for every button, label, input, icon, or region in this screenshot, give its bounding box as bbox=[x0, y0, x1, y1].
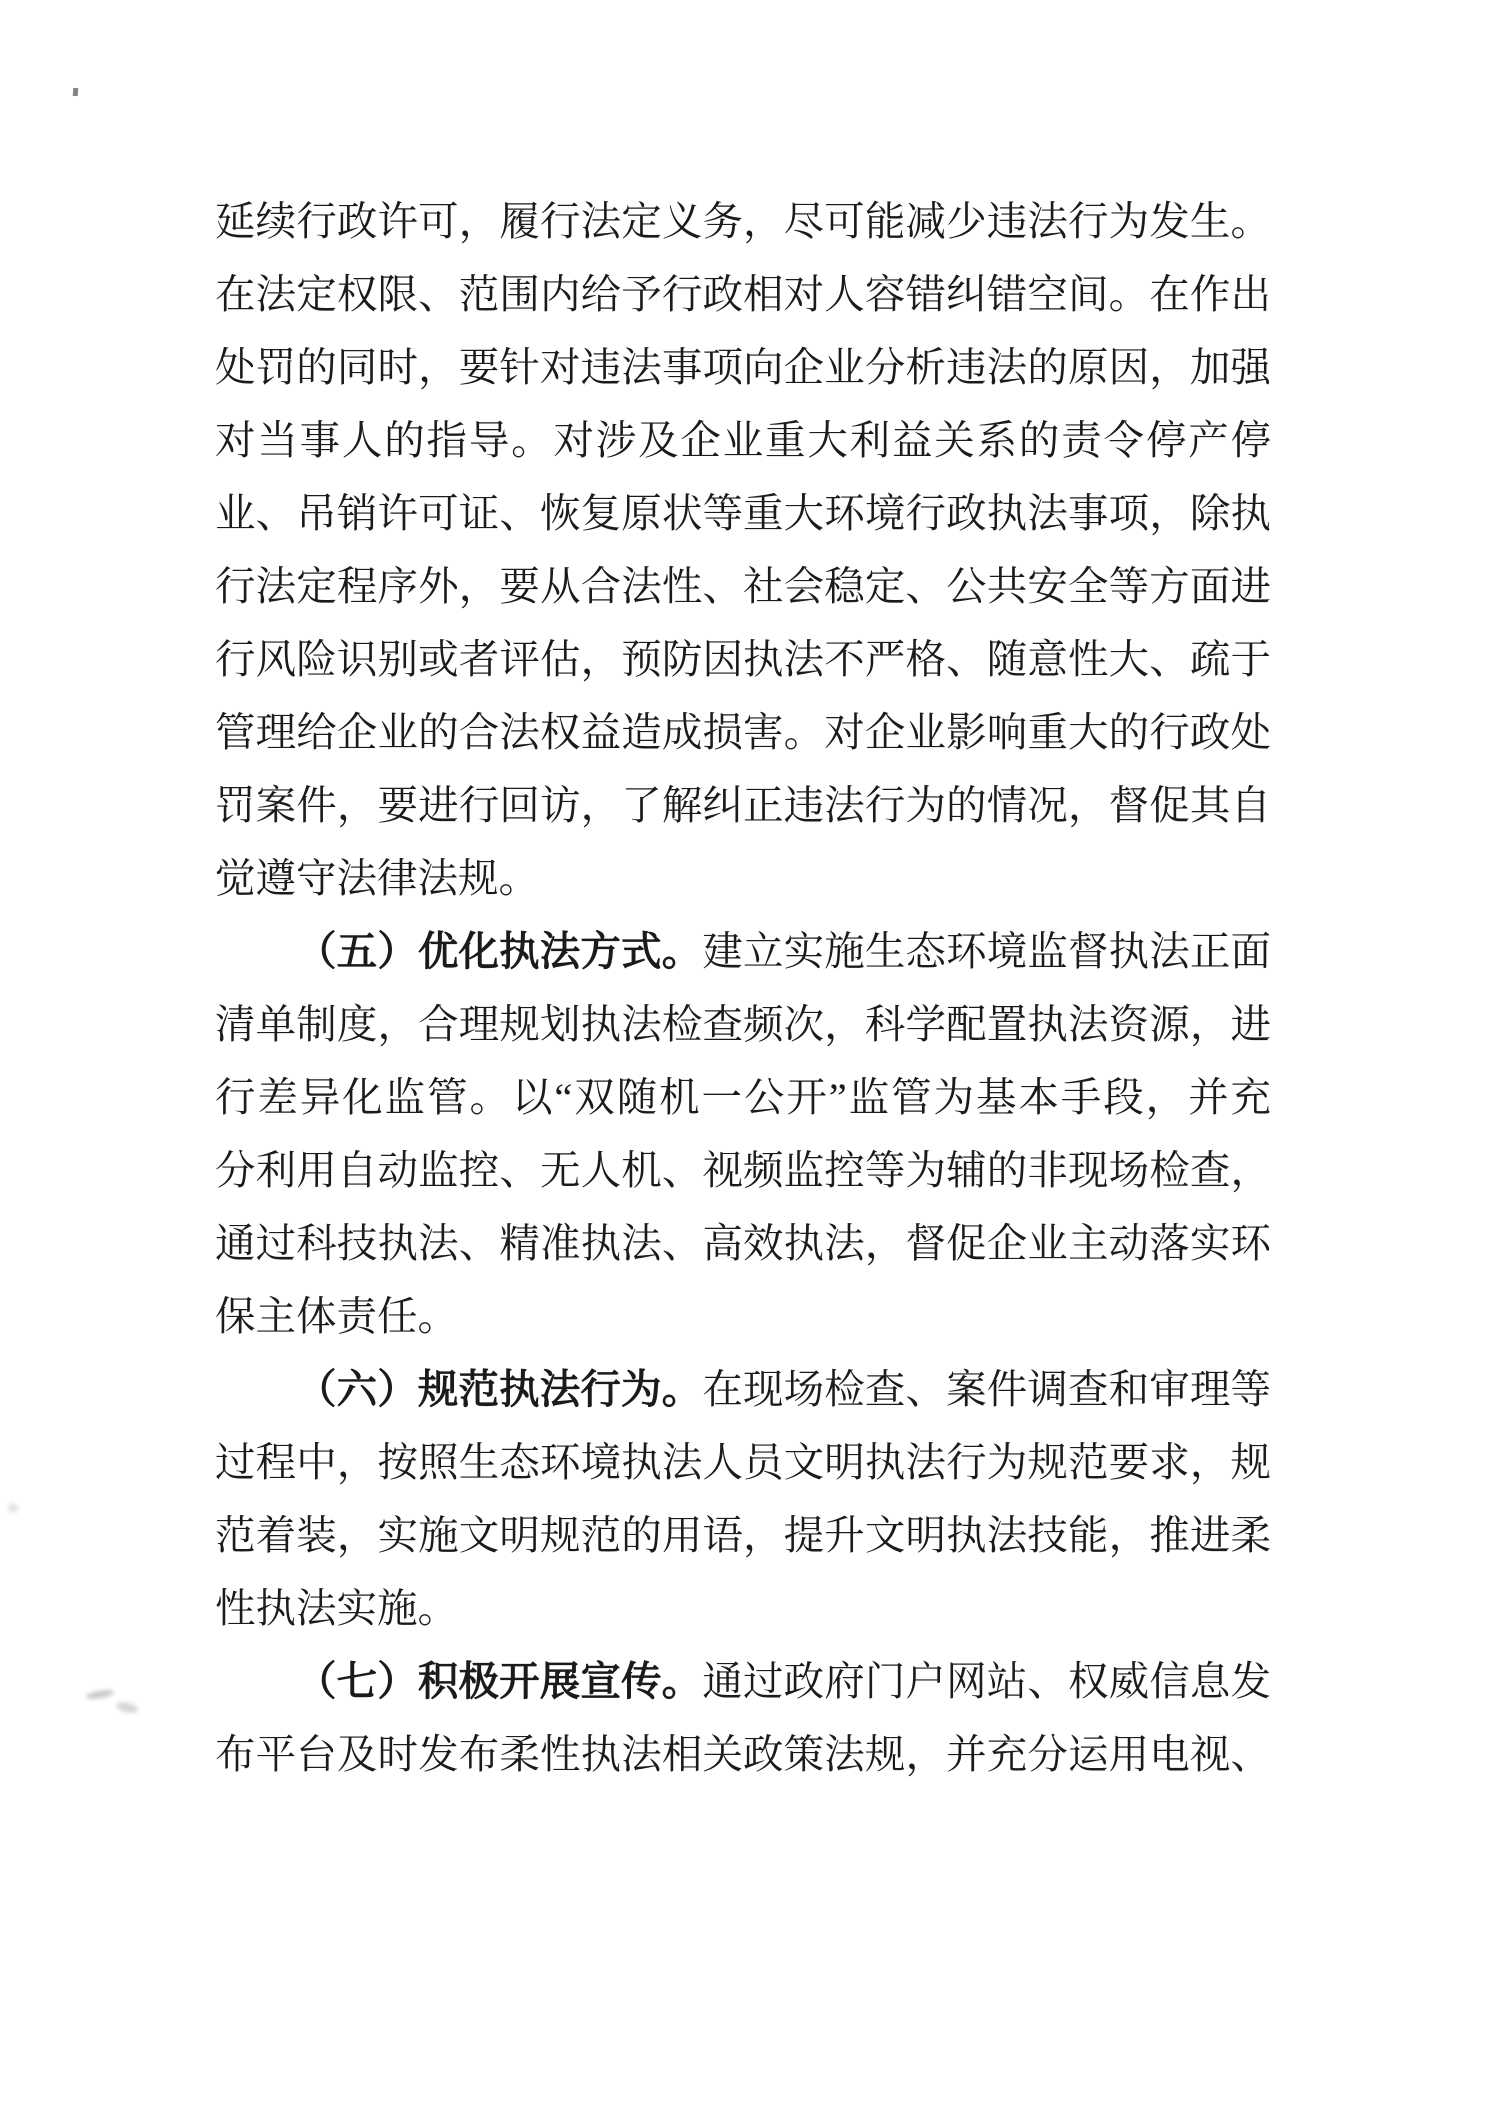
scan-artifact bbox=[115, 1700, 139, 1714]
text-line bbox=[215, 1353, 1271, 1426]
body-text: 在现场检查、案件调查和审理等 bbox=[702, 1367, 1271, 1412]
body-text: 处罚的同时，要针对违法事项向企业分析违法的原因，加强 bbox=[215, 345, 1271, 390]
body-text: 过程中，按照生态环境执法人员文明执法行为规范要求，规 bbox=[215, 1440, 1271, 1485]
text-line bbox=[215, 769, 1271, 842]
body-text: 行差异化监管。以“双随机一公开”监管为基本手段，并充 bbox=[215, 1075, 1271, 1120]
text-line bbox=[215, 1572, 1271, 1645]
text-line bbox=[215, 1645, 1271, 1718]
body-text: 觉遵守法律法规。 bbox=[215, 856, 539, 901]
section-heading: （六）规范执法行为。 bbox=[296, 1367, 703, 1412]
body-text: 范着装，实施文明规范的用语，提升文明执法技能，推进柔 bbox=[215, 1513, 1271, 1558]
text-line bbox=[215, 915, 1271, 988]
text-line bbox=[215, 258, 1271, 331]
text-line bbox=[215, 842, 1271, 915]
body-text: 通过科技执法、精准执法、高效执法，督促企业主动落实环 bbox=[215, 1221, 1271, 1266]
text-block bbox=[215, 185, 1271, 1791]
text-line bbox=[215, 623, 1271, 696]
text-line bbox=[215, 696, 1271, 769]
text-line bbox=[215, 1134, 1271, 1207]
body-text: 通过政府门户网站、权威信息发 bbox=[702, 1659, 1271, 1704]
body-text: 行风险识别或者评估，预防因执法不严格、随意性大、疏于 bbox=[215, 637, 1271, 682]
scan-artifact bbox=[86, 1689, 115, 1701]
text-line bbox=[215, 1499, 1271, 1572]
body-text: 布平台及时发布柔性执法相关政策法规，并充分运用电视、 bbox=[215, 1732, 1271, 1777]
text-line bbox=[215, 1061, 1271, 1134]
body-text: 业、吊销许可证、恢复原状等重大环境行政执法事项，除执 bbox=[215, 491, 1271, 536]
text-line bbox=[215, 404, 1271, 477]
section-heading: （七）积极开展宣传。 bbox=[296, 1659, 703, 1704]
body-text: 延续行政许可，履行法定义务，尽可能减少违法行为发生。 bbox=[215, 199, 1271, 244]
text-line bbox=[215, 550, 1271, 623]
body-text: 对当事人的指导。对涉及企业重大利益关系的责令停产停 bbox=[215, 418, 1271, 463]
text-line bbox=[215, 1718, 1271, 1791]
text-line bbox=[215, 1207, 1271, 1280]
body-text: 建立实施生态环境监督执法正面 bbox=[702, 929, 1271, 974]
text-line bbox=[215, 988, 1271, 1061]
text-line bbox=[215, 185, 1271, 258]
section-heading: （五）优化执法方式。 bbox=[296, 929, 703, 974]
body-text: 性执法实施。 bbox=[215, 1586, 458, 1631]
body-text: 管理给企业的合法权益造成损害。对企业影响重大的行政处 bbox=[215, 710, 1271, 755]
text-line bbox=[215, 1426, 1271, 1499]
text-line bbox=[215, 1280, 1271, 1353]
text-line bbox=[215, 477, 1271, 550]
body-text: 分利用自动监控、无人机、视频监控等为辅的非现场检查， bbox=[215, 1148, 1271, 1193]
body-text: 清单制度，合理规划执法检查频次，科学配置执法资源，进 bbox=[215, 1002, 1271, 1047]
scan-artifact bbox=[8, 1503, 18, 1513]
body-text: 保主体责任。 bbox=[215, 1294, 458, 1339]
scan-artifact bbox=[73, 88, 79, 96]
body-text: 在法定权限、范围内给予行政相对人容错纠错空间。在作出 bbox=[215, 272, 1271, 317]
body-text: 行法定程序外，要从合法性、社会稳定、公共安全等方面进 bbox=[215, 564, 1271, 609]
body-text: 罚案件，要进行回访，了解纠正违法行为的情况，督促其自 bbox=[215, 783, 1271, 828]
text-line bbox=[215, 331, 1271, 404]
